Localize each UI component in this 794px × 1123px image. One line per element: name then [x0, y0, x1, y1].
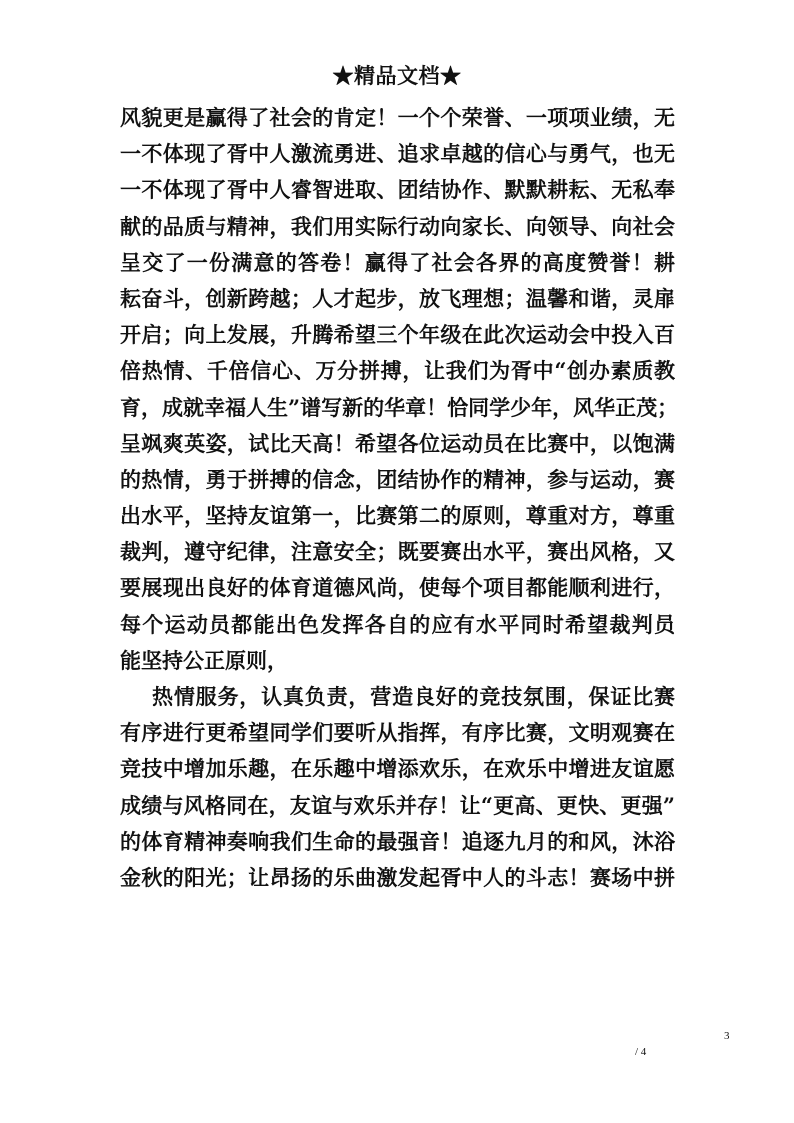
- text-line: 热情服务，认真负责，营造良好的竞技氛围，保证比赛: [152, 684, 675, 709]
- text-line: 育，成就幸福人生”谱写新的华章！恰同学少年，风华正茂；: [120, 394, 679, 420]
- text-line: 每个运动员都能出色发挥各自的应有水平同时希望裁判员: [120, 611, 675, 637]
- text-line: 耘奋斗，创新跨越；人才起步，放飞理想；温馨和谐，灵扉: [120, 285, 675, 311]
- text-line: 裁判，遵守纪律，注意安全；既要赛出水平，赛出风格，又: [120, 539, 675, 565]
- text-line: 金秋的阳光；让昂扬的乐曲激发起胥中人的斗志！赛场中拼: [120, 864, 675, 890]
- text-line: 成绩与风格同在，友谊与欢乐并存！让“更高、更快、更强”: [120, 792, 675, 818]
- text-line: 一不体现了胥中人睿智进取、团结协作、默默耕耘、无私奉: [120, 177, 675, 203]
- text-line: 一不体现了胥中人激流勇进、追求卓越的信心与勇气，也无: [120, 141, 675, 167]
- text-line: 竞技中增加乐趣，在乐趣中增添欢乐，在欢乐中增进友谊愿: [120, 756, 675, 782]
- text-line: 呈交了一份满意的答卷！赢得了社会各界的高度赞誉！耕: [120, 249, 675, 275]
- text-line: 要展现出良好的体育道德风尚，使每个项目都能顺利进行，: [120, 575, 675, 601]
- text-line: 呈飒爽英姿，试比天高！希望各位运动员在比赛中，以饱满: [120, 430, 675, 456]
- page-total: / 4: [635, 1046, 647, 1058]
- text-line: 有序进行更希望同学们要听从指挥，有序比赛，文明观赛在: [120, 720, 675, 746]
- text-line: 能坚持公正原则，: [120, 647, 288, 673]
- text-line: 的体育精神奏响我们生命的最强音！追逐九月的和风，沐浴: [120, 828, 675, 854]
- text-line: 倍热情、千倍信心、万分拼搏，让我们为胥中“创办素质教: [120, 358, 675, 384]
- text-line: 开启；向上发展，升腾希望三个年级在此次运动会中投入百: [120, 322, 675, 348]
- document-body: [120, 100, 679, 896]
- page-number: 3: [724, 1030, 730, 1042]
- document-header: ★精品文档★: [332, 63, 462, 88]
- text-line: 风貌更是赢得了社会的肯定！一个个荣誉、一项项业绩，无: [120, 105, 675, 130]
- text-line: 出水平，坚持友谊第一，比赛第二的原则，尊重对方，尊重: [120, 503, 675, 529]
- text-line: 的热情，勇于拼搏的信念，团结协作的精神，参与运动，赛: [120, 466, 675, 492]
- text-line: 献的品质与精神，我们用实际行动向家长、向领导、向社会: [120, 213, 675, 239]
